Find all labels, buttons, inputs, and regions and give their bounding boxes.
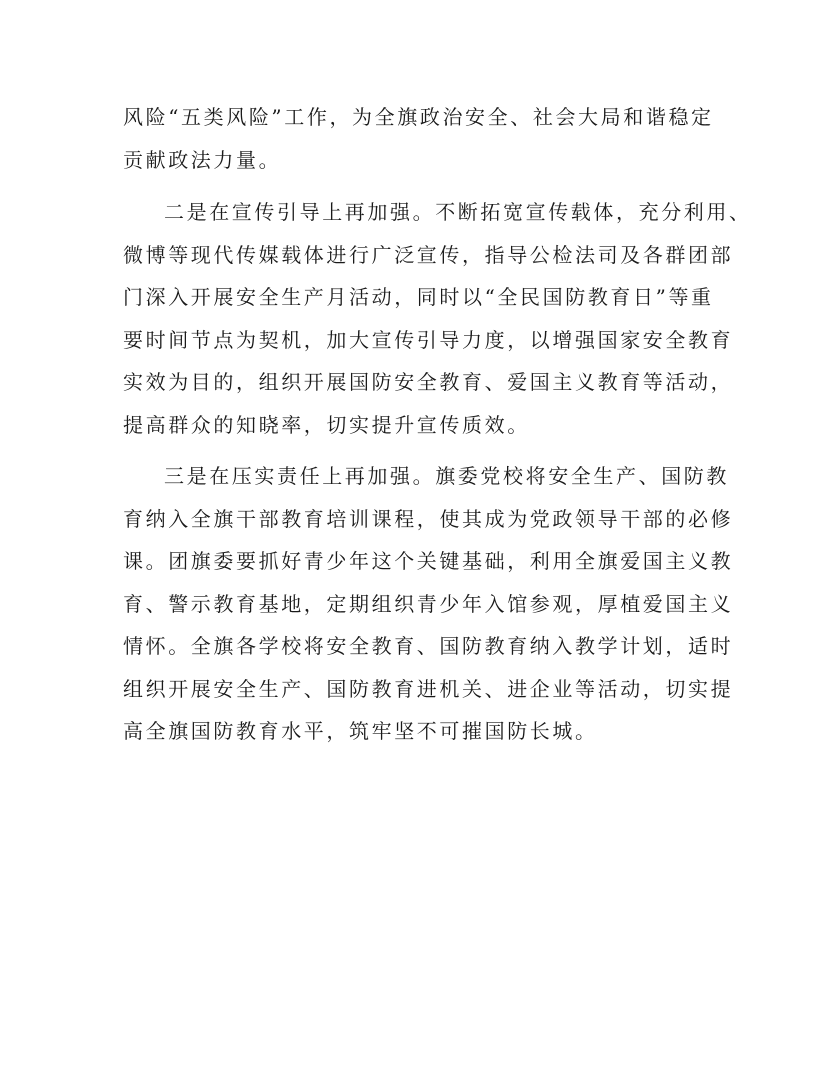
- paragraph-3-line-6: 组织开展安全生产、国防教育进机关、进企业等活动，切实提: [123, 677, 734, 701]
- paragraph-1-line-2: 贡献政法力量。: [123, 148, 282, 172]
- paragraph-2-line-3: 门深入开展安全生产月活动，同时以“全民国防教育日”等重: [123, 285, 714, 309]
- paragraph-3-line-5: 情怀。全旗各学校将安全教育、国防教育纳入教学计划，适时: [123, 634, 734, 658]
- paragraph-3-line-2: 育纳入全旗干部教育培训课程，使其成为党政领导干部的必修: [123, 507, 734, 531]
- paragraph-3-line-3: 课。团旗委要抓好青少年这个关键基础，利用全旗爱国主义教: [123, 549, 734, 573]
- paragraph-2-line-6: 提高群众的知晓率，切实提升宣传质效。: [123, 413, 530, 437]
- paragraph-2-line-1: 二是在宣传引导上再加强。不断拓宽宣传载体，充分利用、: [164, 200, 752, 224]
- paragraph-2-line-4: 要时间节点为契机，加大宣传引导力度，以增强国家安全教育: [123, 328, 734, 352]
- paragraph-3-line-1: 三是在压实责任上再加强。旗委党校将安全生产、国防教: [164, 464, 729, 488]
- paragraph-3-line-7: 高全旗国防教育水平，筑牢坚不可摧国防长城。: [123, 719, 598, 743]
- paragraph-3-line-4: 育、警示教育基地，定期组织青少年入馆参观，厚植爱国主义: [123, 592, 734, 616]
- paragraph-2-line-2: 微博等现代传媒载体进行广泛宣传，指导公检法司及各群团部: [123, 243, 734, 267]
- paragraph-2-line-5: 实效为目的，组织开展国防安全教育、爱国主义教育等活动，: [123, 370, 734, 394]
- paragraph-1-line-1: 风险“五类风险”工作，为全旗政治安全、社会大局和谐稳定: [123, 105, 714, 129]
